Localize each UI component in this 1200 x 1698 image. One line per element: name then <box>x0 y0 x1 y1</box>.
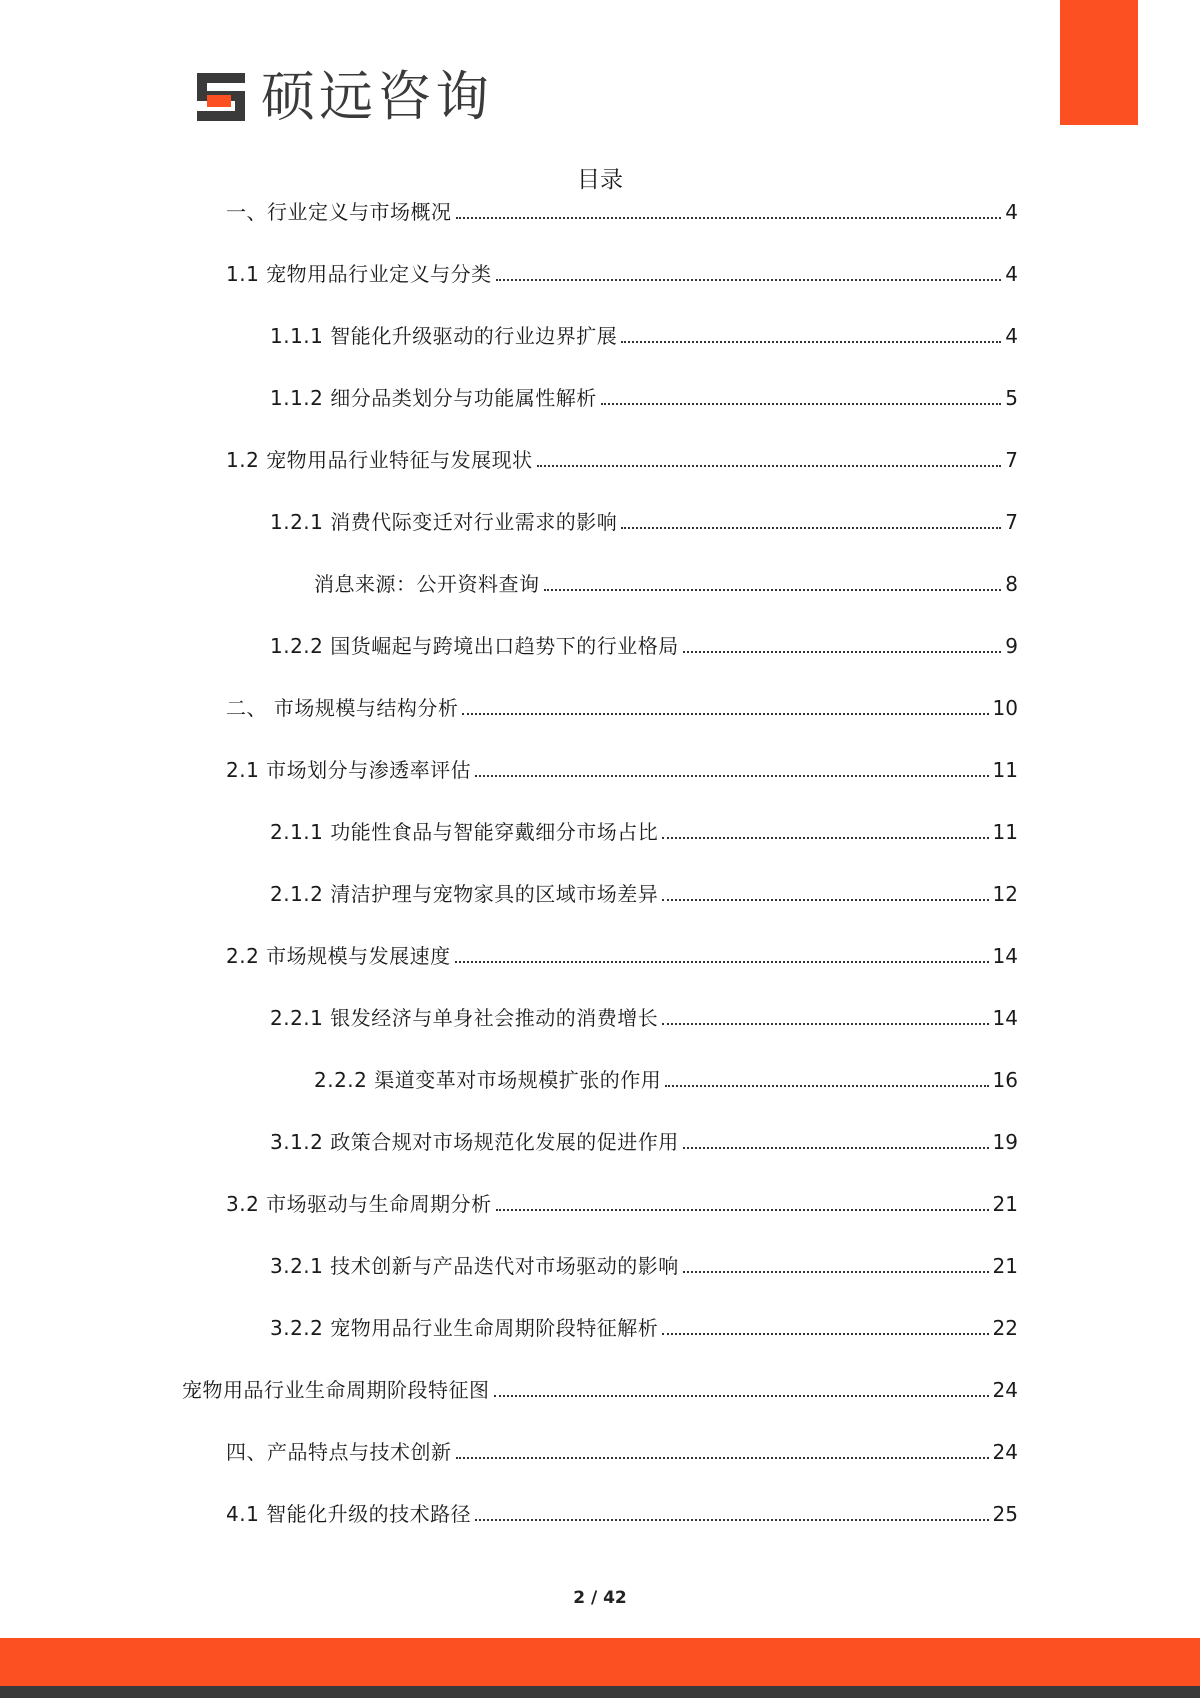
s-brand-mark-icon <box>193 69 249 125</box>
dot-leader <box>455 960 989 963</box>
toc-entry-page: 12 <box>992 882 1018 906</box>
toc-entry[interactable] <box>270 1249 1018 1279</box>
toc-entry[interactable] <box>270 319 1018 349</box>
toc-entry[interactable] <box>270 629 1018 659</box>
dot-leader <box>462 712 988 715</box>
toc-entry-page: 19 <box>992 1130 1018 1154</box>
toc-entry-page: 21 <box>992 1192 1018 1216</box>
toc-entry-page: 4 <box>1005 324 1018 348</box>
dot-leader <box>683 650 1002 653</box>
toc-entry[interactable] <box>270 1001 1018 1031</box>
dot-leader <box>683 1270 989 1273</box>
toc-entry-page: 24 <box>992 1378 1018 1402</box>
brand-logo <box>193 65 493 128</box>
dot-leader <box>621 340 1001 343</box>
toc-entry-title: 1.1.2 细分品类划分与功能属性解析 <box>270 386 597 410</box>
toc-entry[interactable] <box>226 1435 1018 1465</box>
toc-entry-title: 3.2.1 技术创新与产品迭代对市场驱动的影响 <box>270 1254 679 1278</box>
dot-leader <box>662 1022 988 1025</box>
toc-entry-page: 10 <box>992 696 1018 720</box>
dot-leader <box>537 464 1002 467</box>
toc-entry-page: 24 <box>992 1440 1018 1464</box>
toc-entry[interactable] <box>270 1125 1018 1155</box>
dot-leader <box>621 526 1001 529</box>
dot-leader <box>601 402 1002 405</box>
dot-leader <box>662 1332 988 1335</box>
toc-entry[interactable] <box>226 939 1018 969</box>
brand-name: 硕远咨询 <box>261 65 493 128</box>
toc-entry[interactable] <box>270 505 1018 535</box>
toc-entry-title: 2.2.2 渠道变革对市场规模扩张的作用 <box>314 1068 662 1092</box>
dot-leader <box>496 1208 989 1211</box>
toc-entry-title: 4.1 智能化升级的技术路径 <box>226 1502 472 1526</box>
toc-entry-title: 2.1.2 清洁护理与宠物家具的区域市场差异 <box>270 882 659 906</box>
toc-entry-title: 1.2 宠物用品行业特征与发展现状 <box>226 448 533 472</box>
toc-entry-title: 消息来源：公开资料查询 <box>314 572 540 596</box>
toc-entry-title: 2.1.1 功能性食品与智能穿戴细分市场占比 <box>270 820 659 844</box>
toc-entry-title: 3.2 市场驱动与生命周期分析 <box>226 1192 492 1216</box>
dot-leader <box>683 1146 989 1149</box>
dot-leader <box>662 898 988 901</box>
toc-entry-title: 宠物用品行业生命周期阶段特征图 <box>182 1378 490 1402</box>
toc-entry-page: 22 <box>992 1316 1018 1340</box>
dot-leader <box>496 278 1002 281</box>
toc-entry[interactable] <box>226 1497 1018 1527</box>
dot-leader <box>662 836 988 839</box>
toc-entry[interactable] <box>314 1063 1018 1093</box>
toc-entry-page: 11 <box>992 820 1018 844</box>
toc-entry-title: 2.1 市场划分与渗透率评估 <box>226 758 472 782</box>
toc-entry[interactable] <box>226 753 1018 783</box>
footer-accent-bar <box>0 1638 1200 1686</box>
dot-leader <box>456 1456 989 1459</box>
toc-entry[interactable] <box>270 815 1018 845</box>
toc-entry-title: 1.2.2 国货崛起与跨境出口趋势下的行业格局 <box>270 634 679 658</box>
toc-entry-page: 8 <box>1005 572 1018 596</box>
toc-entry-title: 3.2.2 宠物用品行业生命周期阶段特征解析 <box>270 1316 659 1340</box>
dot-leader <box>475 1518 988 1521</box>
toc-entry[interactable] <box>270 877 1018 907</box>
toc-entry[interactable] <box>226 443 1018 473</box>
page-indicator: 2 / 42 <box>573 1588 627 1608</box>
dot-leader <box>544 588 1002 591</box>
toc-entry-page: 11 <box>992 758 1018 782</box>
toc-entry-page: 16 <box>992 1068 1018 1092</box>
toc-entry-title: 1.2.1 消费代际变迁对行业需求的影响 <box>270 510 618 534</box>
toc-entry-page: 14 <box>992 1006 1018 1030</box>
toc-entry-page: 4 <box>1005 262 1018 286</box>
toc-entry-page: 9 <box>1005 634 1018 658</box>
toc-entry[interactable] <box>226 195 1018 225</box>
dot-leader <box>456 216 1002 219</box>
toc-entry-title: 四、产品特点与技术创新 <box>226 1440 452 1464</box>
toc-entry-page: 25 <box>992 1502 1018 1526</box>
toc-entry-title: 1.1 宠物用品行业定义与分类 <box>226 262 492 286</box>
toc-entry-page: 14 <box>992 944 1018 968</box>
toc-entry[interactable] <box>270 381 1018 411</box>
toc-entry-title: 二、 市场规模与结构分析 <box>226 696 459 720</box>
toc-entry-page: 5 <box>1005 386 1018 410</box>
toc-entry-title: 2.2 市场规模与发展速度 <box>226 944 451 968</box>
toc-entry[interactable] <box>270 1311 1018 1341</box>
dot-leader <box>475 774 988 777</box>
toc-entry-page: 4 <box>1005 200 1018 224</box>
toc-entry[interactable] <box>314 567 1018 597</box>
footer-dark-strip <box>0 1686 1200 1698</box>
toc-entry-title: 1.1.1 智能化升级驱动的行业边界扩展 <box>270 324 618 348</box>
toc-entry[interactable] <box>226 257 1018 287</box>
corner-accent-block <box>1060 0 1138 125</box>
dot-leader <box>494 1394 989 1397</box>
toc-entry-page: 7 <box>1005 448 1018 472</box>
toc-entry-title: 3.1.2 政策合规对市场规范化发展的促进作用 <box>270 1130 679 1154</box>
toc-entry-title: 一、行业定义与市场概况 <box>226 200 452 224</box>
toc-entry-page: 21 <box>992 1254 1018 1278</box>
toc-title: 目录 <box>577 167 623 193</box>
toc-entry-page: 7 <box>1005 510 1018 534</box>
toc-entry[interactable] <box>226 1187 1018 1217</box>
toc-entry[interactable] <box>226 691 1018 721</box>
toc-entry[interactable] <box>182 1373 1018 1403</box>
dot-leader <box>665 1084 988 1087</box>
toc-entry-title: 2.2.1 银发经济与单身社会推动的消费增长 <box>270 1006 659 1030</box>
